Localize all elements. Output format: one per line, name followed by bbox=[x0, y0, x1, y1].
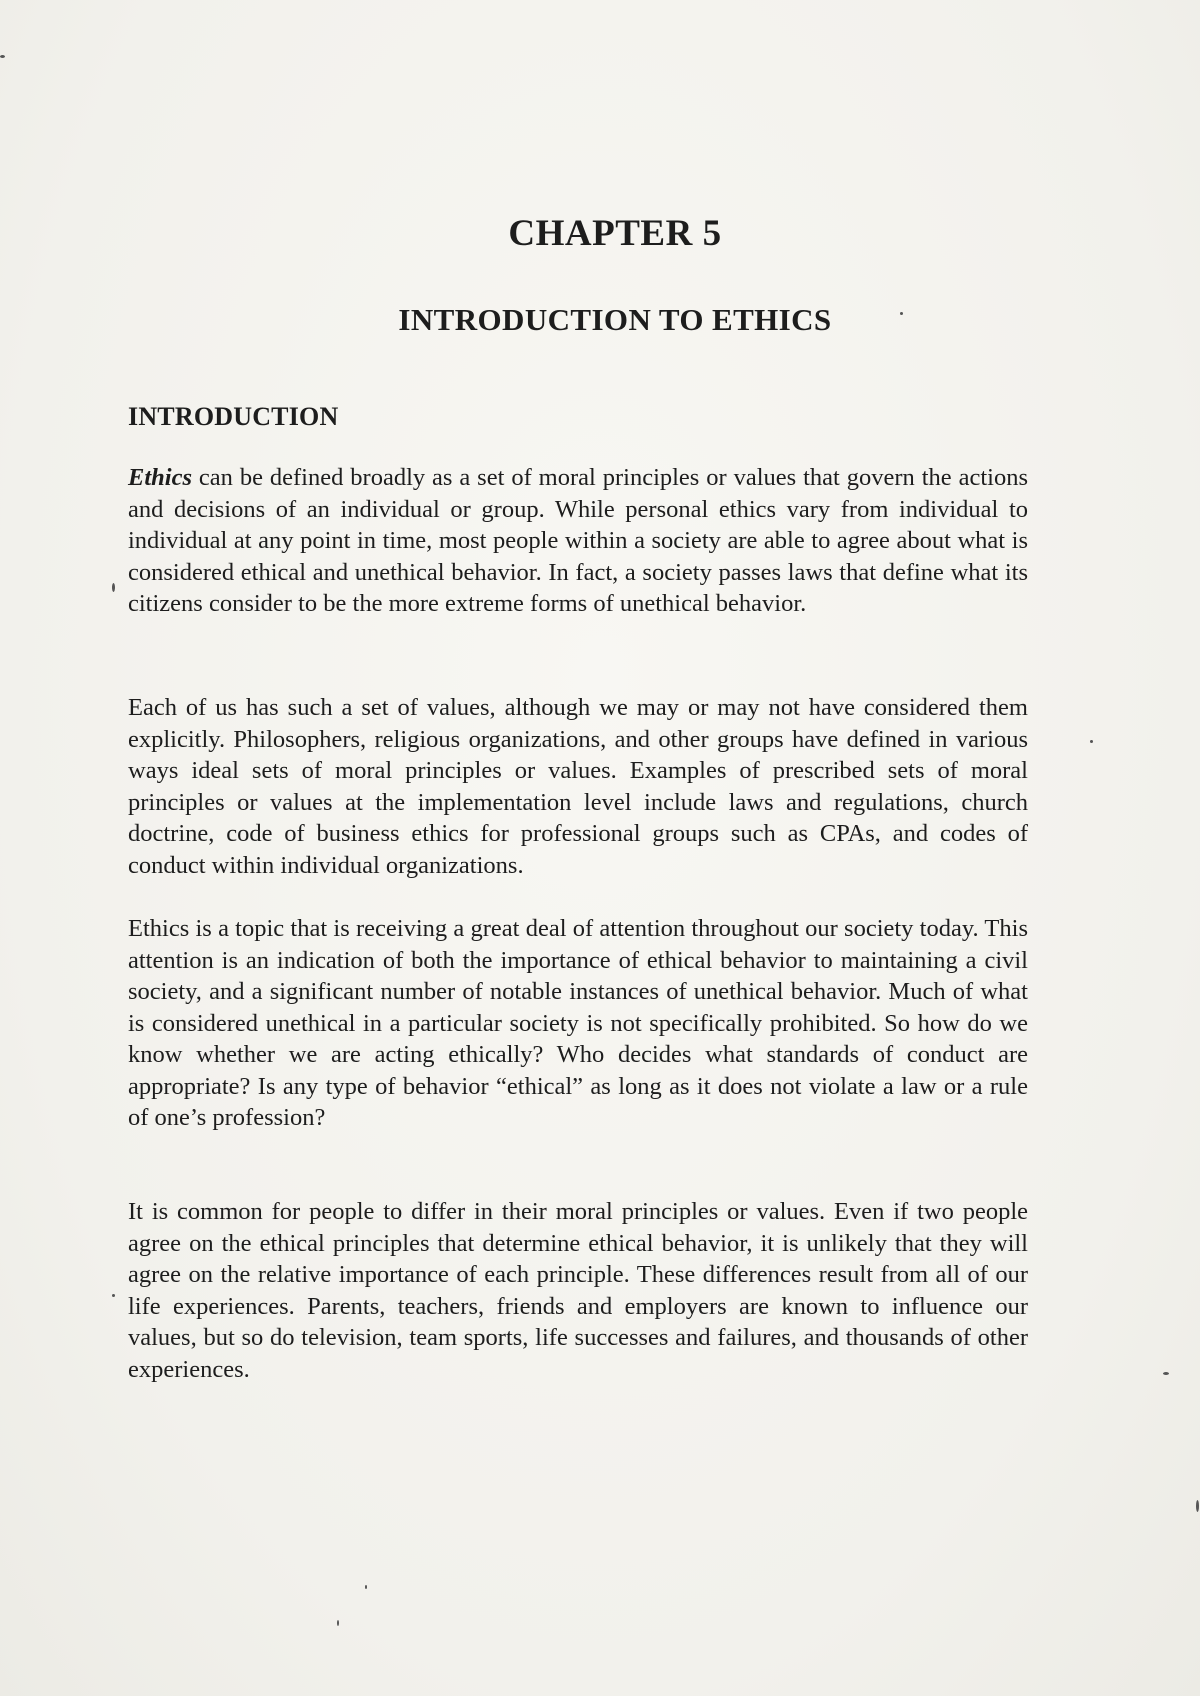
chapter-title: CHAPTER 5 bbox=[508, 213, 722, 254]
chapter-subtitle: INTRODUCTION TO ETHICS bbox=[398, 302, 832, 337]
paragraph-attention: Ethics is a topic that is receiving a great deal of attention throughout our society today. This attention is an indication of both the importance of ethical behavior to maintaining a civil society, and a significant number of notable instances of unethical behavior. Much of what is considered unethical in a particular society is not specifically prohibited. So how do we know whether we are acting ethically? Who decides what standards of conduct are appropriate? Is any type of behavior “ethical” as long as it does not violate a law or a rule of one’s profession? bbox=[128, 915, 1028, 1131]
scan-speck bbox=[0, 55, 5, 58]
scan-speck bbox=[112, 583, 115, 592]
scan-speck bbox=[1196, 1500, 1199, 1512]
scan-speck bbox=[112, 1294, 115, 1297]
paragraph-text: can be defined broadly as a set of moral principles or values that govern the actions and decisions of an individual or group. While personal ethics vary from individual to individual at any point in time, most people within a society are able to agree about what is considered ethical and unethical behavior. In fact, a society passes laws that define what its citizens consider to be the more extreme forms of unethical behavior. bbox=[128, 464, 1028, 617]
paragraph-ethics-definition bbox=[128, 462, 1028, 620]
scan-speck bbox=[365, 1585, 367, 1589]
scan-speck bbox=[1163, 1372, 1169, 1375]
scan-speck bbox=[900, 312, 903, 315]
paragraph-differences: It is common for people to differ in their moral principles or values. Even if two people agree on the ethical principles that determine ethical behavior, it is unlikely that they will agree on the relative importance of each principle. These differences result from all of our life experiences. Parents, teachers, friends and employers are known to influence our values, but so do television, team sports, life successes and failures, and thousands of other experiences. bbox=[128, 1198, 1028, 1383]
paragraph-values: Each of us has such a set of values, although we may or may not have considered them explicitly. Philosophers, religious organizations, and other groups have defined in various ways ideal sets of moral principles or values. Examples of prescribed sets of moral principles or values at the implementation level include laws and regulations, church doctrine, code of business ethics for professional groups such as CPAs, and codes of conduct within individual organizations. bbox=[128, 694, 1028, 879]
section-heading: INTRODUCTION bbox=[128, 402, 339, 431]
defined-term: Ethics bbox=[128, 464, 192, 491]
scan-speck bbox=[1090, 740, 1093, 743]
scan-speck bbox=[337, 1620, 339, 1626]
